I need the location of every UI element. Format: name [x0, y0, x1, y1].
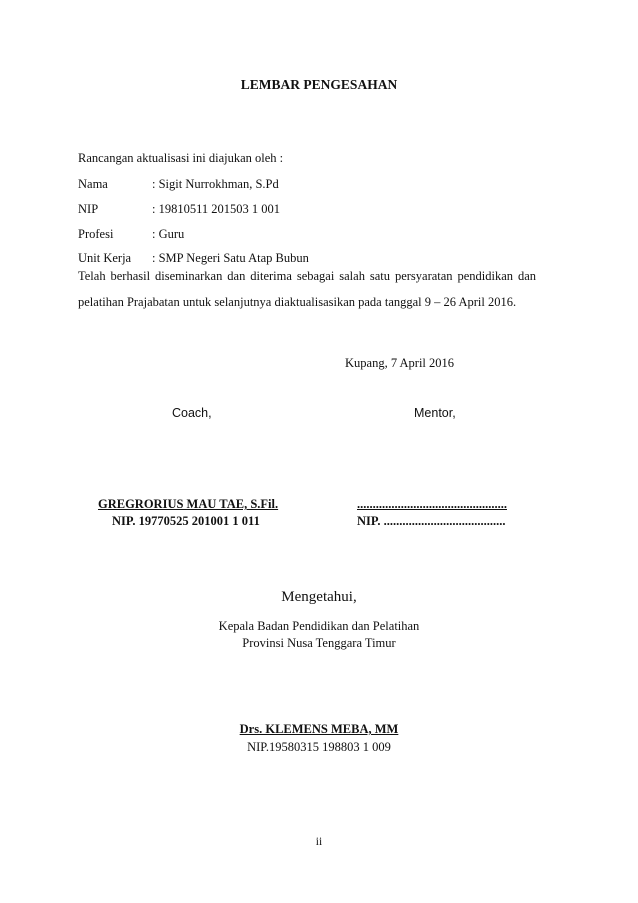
acknowledgement-heading: Mengetahui, [281, 589, 357, 605]
field-label-nip: NIP [78, 202, 99, 216]
mentor-role-label: Mentor, [414, 406, 456, 420]
field-value-unit-kerja: : SMP Negeri Satu Atap Bubun [152, 251, 309, 265]
field-label-nama: Nama [78, 177, 108, 191]
coach-role-label: Coach, [172, 406, 212, 420]
approval-paragraph: Telah berhasil diseminarkan dan diterima sebagai salah satu persyaratan pendidikan dan pelatihan Prajabatan untuk selanjutnya diaktualisasikan pada tanggal 9 – 26 April 2016. [78, 269, 536, 309]
field-value-nama: : Sigit Nurrokhman, S.Pd [152, 177, 279, 191]
field-value-nip: : 19810511 201503 1 001 [152, 202, 281, 216]
coach-name: GREGRORIUS MAU TAE, S.Fil. [98, 497, 279, 511]
acknowledgement-position-line1: Kepala Badan Pendidikan dan Pelatihan [218, 619, 420, 633]
field-value-profesi: : Guru [152, 227, 185, 241]
mentor-nip: NIP. ....................................... [357, 514, 506, 528]
intro-text: Rancangan aktualisasi ini diajukan oleh : [78, 151, 284, 165]
coach-nip: NIP. 19770525 201001 1 011 [112, 514, 260, 528]
document-title: LEMBAR PENGESAHAN [240, 77, 398, 92]
field-label-profesi: Profesi [78, 227, 114, 241]
field-label-unit-kerja: Unit Kerja [78, 251, 132, 265]
acknowledgement-position-line2: Provinsi Nusa Tenggara Timur [242, 636, 396, 650]
place-date: Kupang, 7 April 2016 [345, 356, 455, 370]
page-number: ii [315, 836, 323, 848]
head-nip: NIP.19580315 198803 1 009 [247, 740, 391, 754]
mentor-name: ................................................ [357, 497, 507, 511]
head-name: Drs. KLEMENS MEBA, MM [239, 722, 399, 736]
